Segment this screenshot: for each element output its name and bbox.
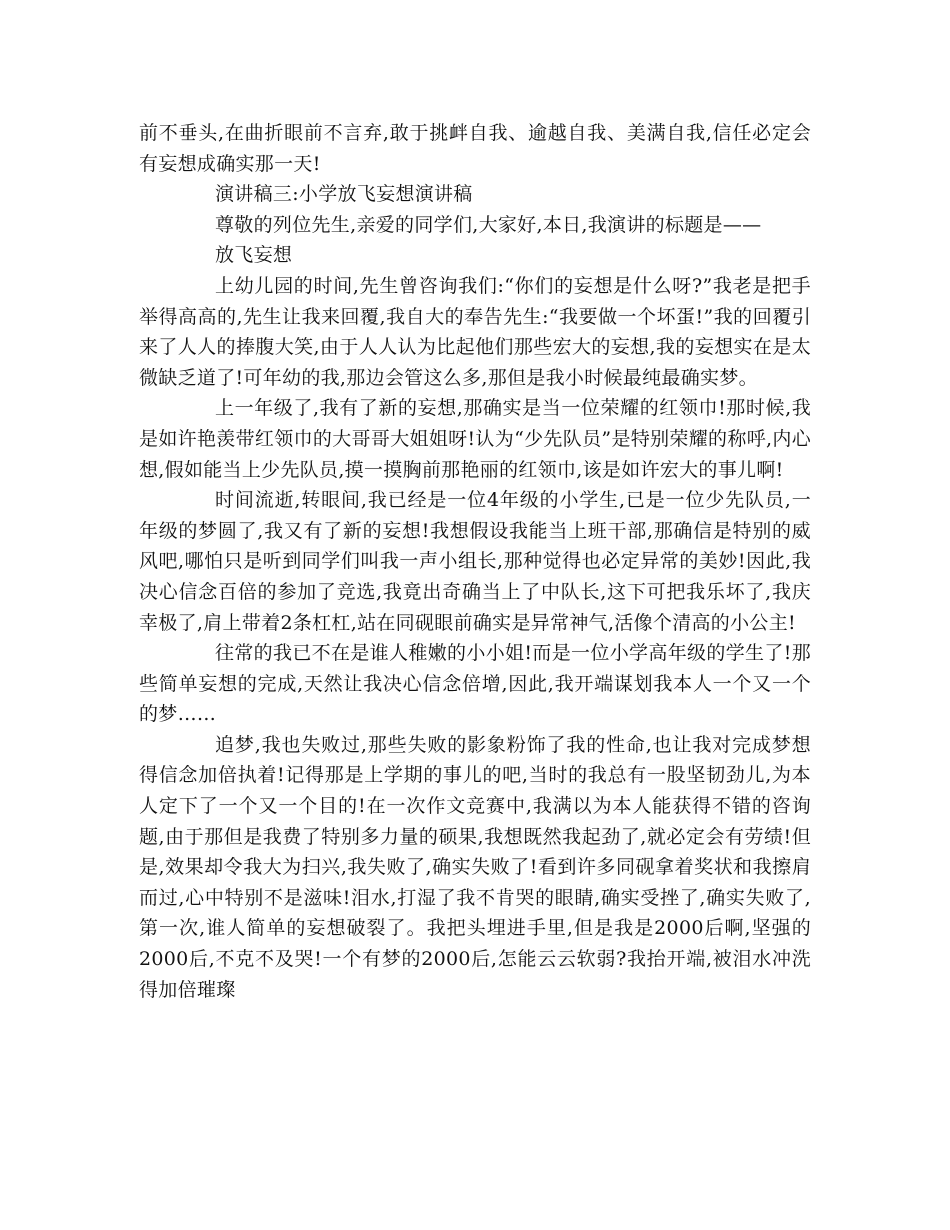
body-paragraph-first-grade: 上一年级了,我有了新的妄想,那确实是当一位荣耀的红领巾!那时候,我是如许艳羡带红领巾的大哥哥大姐姐呀!认为“少先队员”是特别荣耀的称呼,内心想,假如能当上少先队员,摸一摸胸前那艳丽的红领巾,该是如许宏大的事儿啊! xyxy=(139,397,811,481)
body-paragraph-kindergarten: 上幼儿园的时间,先生曾咨询我们:“你们的妄想是什么呀?”我老是把手举得高高的,先生让我来回覆,我自大的奉告先生:“我要做一个坏蛋!”我的回覆引来了人人的捧腹大笑,由于人人认为比起他们那些宏大的妄想,我的妄想实在是太微缺乏道了!可年幼的我,那边会管这么多,那但是我小时候最纯最确实梦。 xyxy=(139,274,811,389)
paragraph-continued: 前不垂头,在曲折眼前不言弃,敢于挑衅自我、逾越自我、美满自我,信任必定会有妄想成确实那一天! xyxy=(139,122,811,175)
section-heading: 演讲稿三:小学放飞妄想演讲稿 xyxy=(215,183,473,206)
body-paragraph-chasing-dream: 追梦,我也失败过,那些失败的影象粉饰了我的性命,也让我对完成梦想得信念加倍执着!记得那是上学期的事儿的吧,当时的我总有一股坚韧劲儿,为本人定下了一个又一个目的!在一次作文竞赛中,我满以为本人能获得不错的咨询题,由于那但是我费了特别多力量的硕果,我想既然我起劲了,就必定会有劳绩!但是,效果却令我大为扫兴,我失败了,确实失败了!看到许多同砚拿着奖状和我擦肩而过,心中特别不是滋味!泪水,打湿了我不肯哭的眼睛,确实受挫了,确实失败了,第一次,谁人简单的妄想破裂了。我把头埋进手里,但是我是2000后啊,坚强的2000后,不克不及哭!一个有梦的2000后,怎能云云软弱?我抬开端,被泪水冲洗得加倍璀璨 xyxy=(139,733,811,1001)
body-paragraph-senior-grade: 往常的我已不在是谁人稚嫩的小小姐!而是一位小学高年级的学生了!那些简单妄想的完成,天然让我决心信念倍增,因此,我开端谋划我本人一个又一个的梦…… xyxy=(139,642,811,726)
greeting-paragraph: 尊敬的列位先生,亲爱的同学们,大家好,本日,我演讲的标题是—— xyxy=(215,213,762,236)
speech-title: 放飞妄想 xyxy=(215,244,293,267)
body-paragraph-fourth-grade: 时间流逝,转眼间,我已经是一位4年级的小学生,已是一位少先队员,一年级的梦圆了,我又有了新的妄想!我想假设我能当上班干部,那确信是特别的威风吧,哪怕只是听到同学们叫我一声小组长,那种觉得也必定异常的美妙!因此,我决心信念百倍的参加了竞选,我竟出奇确当上了中队长,这下可把我乐坏了,我庆幸极了,肩上带着2条杠杠,站在同砚眼前确实是异常神气,活像个清高的小公主! xyxy=(139,489,811,634)
document-page xyxy=(139,118,811,1005)
